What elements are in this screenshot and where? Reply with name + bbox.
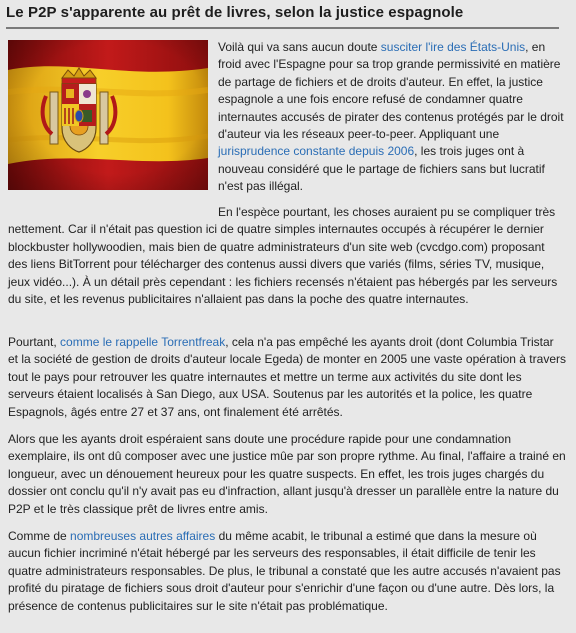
paragraph-text: , les trois juges ont à nouveau considéré que le partage de fichiers sans but lucratif n'est pas illégal. <box>218 144 545 194</box>
title-divider <box>6 27 559 29</box>
flag-graphic <box>8 40 208 190</box>
paragraph-3 <box>8 334 566 421</box>
paragraph-5 <box>8 528 566 615</box>
paragraph-text: , en froid avec l'Espagne pour sa trop grande permissivité en matière de partage de fichiers et de droits d'auteur. En effet, la justice espagnole a une fois encore refusé de condamner quatre internautes accusés de pirater des contenus protégés par le droit d'auteur via les réseaux peer-to-peer. Appliquant une <box>218 40 564 142</box>
paragraph-text: Voilà qui va sans aucun doute <box>218 40 381 54</box>
paragraph-text: En l'espèce pourtant, les choses auraient pu se compliquer très nettement. Car il n'était pas question ici de quatre simples internautes occupés à récupérer le dernier blockbuster hollywoodien, mais bien de quatre administrateurs d'un site web (cvcdgo.com) proposant des liens BitTorrent pour télécharger des contenus aussi divers que variés (films, séries TV, musique, jeux vidéo...). À un détail près cependant : les fichiers recensés n'étaient pas hébergés par les serveurs du site, et les revenus publicitaires n'allaient pas dans la poche des quatre internautes. <box>8 205 558 307</box>
link-torrentfreak[interactable]: comme le rappelle Torrentfreak <box>60 335 226 349</box>
paragraph-1 <box>218 39 568 196</box>
link-autres-affaires[interactable]: nombreuses autres affaires <box>70 529 216 543</box>
paragraph-text: , cela n'a pas empêché les ayants droit (dont Columbia Tristar et la société de gestion de droits d'auteur locale Egeda) de monter en 2005 une vaste opération à travers tout le pays pour retrouver les quatre internautes et mettre un terme aux activités du site dont les serveurs étaient localisés à San Diego, aux USA. Soutenus par les autorités et la police, les quatre Espagnols, âgés entre 27 et 37 ans, ont finalement été arrêtés. <box>8 335 566 419</box>
link-jurisprudence[interactable]: jurisprudence constante depuis 2006 <box>218 144 415 159</box>
paragraph-text: Comme de <box>8 529 71 543</box>
spain-flag-image <box>8 40 208 190</box>
paragraph-4 <box>8 431 566 518</box>
link-susciter-ire[interactable]: susciter l'ire des États-Unis <box>380 40 526 54</box>
article-title: Le P2P s'apparente au prêt de livres, selon la justice espagnole <box>6 4 464 21</box>
paragraph-text: Alors que les ayants droit espéraient sans doute une procédure rapide pour une condamnation exemplaire, ils ont dû composer avec une justice mûe par son propre rythme. Au final, l'affaire a trainé en longueur, avec un dénouement heureux pour les quatre suspects. En effet, les trois juges chargés du dossier ont conclu qu'il n'y avait pas eu d'infraction, allant jusqu'à dresser un parallèle entre la nature du P2P et le très classique prêt de livres entre amis. <box>8 432 566 516</box>
paragraph-text: du même acabit, le tribunal a estimé que dans la mesure où aucun fichier incriminé n'était hébergé par les serveurs des responsables, il était difficile de tenir les quatre administrateurs responsables. De plus, le tribunal a constaté que les autre accusés n'avaient pas profité du piratage de fichiers sous droit d'auteur pour s'enrichir d'une façon ou d'une autre. Dès lors, la présence de contenus publicitaires sur le site n'était pas problématique. <box>8 529 561 613</box>
paragraph-text: Pourtant, <box>8 335 61 349</box>
paragraph-2 <box>8 204 566 308</box>
